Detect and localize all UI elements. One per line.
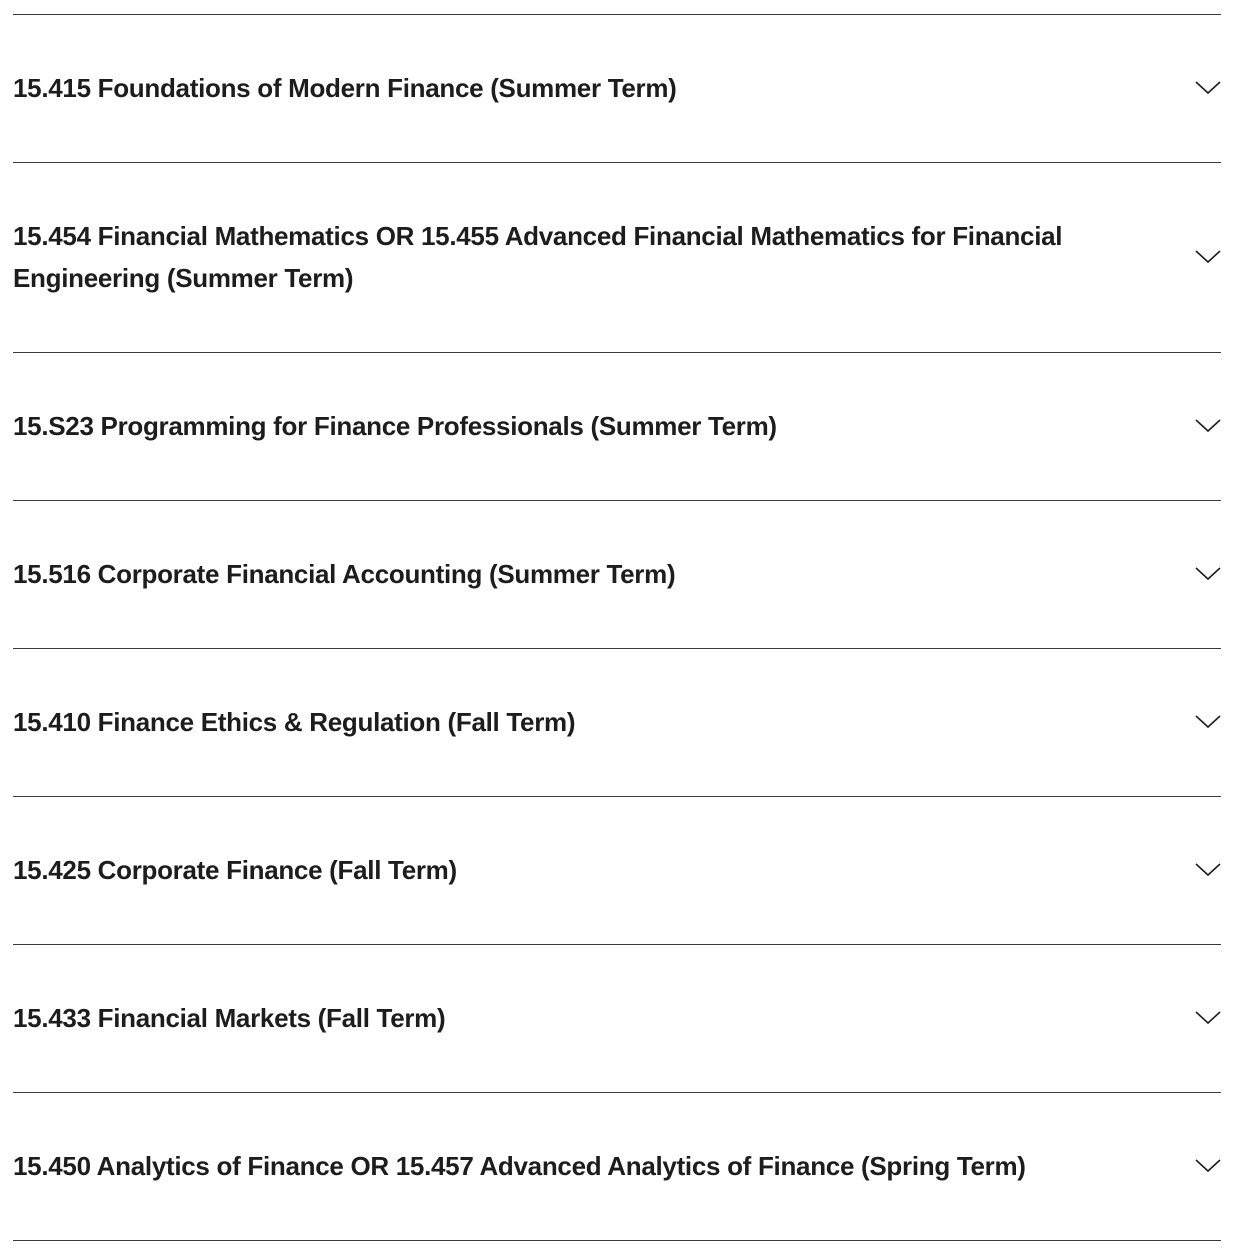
accordion-item-15-425[interactable] [13,797,1221,945]
accordion-item-title: 15.454 Financial Mathematics OR 15.455 Advanced Financial Mathematics for Financial Engineering (Summer Term) [13,220,1063,293]
accordion-item-title: 15.433 Financial Markets (Fall Term) [13,1002,446,1033]
accordion-item-15-s23[interactable] [13,353,1221,501]
accordion-item-title: 15.410 Finance Ethics & Regulation (Fall Term) [13,706,576,737]
chevron-down-icon[interactable] [1195,1009,1221,1025]
chevron-down-icon[interactable] [1195,1157,1221,1173]
chevron-down-icon[interactable] [1195,79,1221,95]
accordion-item-15-516[interactable] [13,501,1221,649]
accordion-item-15-410[interactable] [13,649,1221,797]
chevron-down-icon[interactable] [1195,861,1221,877]
accordion-item-15-415[interactable] [13,15,1221,163]
chevron-down-icon[interactable] [1195,565,1221,581]
chevron-down-icon[interactable] [1195,417,1221,433]
course-accordion [13,14,1221,1241]
accordion-item-title: 15.415 Foundations of Modern Finance (Summer Term) [13,72,677,103]
accordion-item-title: 15.S23 Programming for Finance Professionals (Summer Term) [13,410,777,441]
chevron-down-icon[interactable] [1195,713,1221,729]
accordion-item-15-450[interactable] [13,1093,1221,1241]
accordion-item-title: 15.450 Analytics of Finance OR 15.457 Advanced Analytics of Finance (Spring Term) [13,1150,1026,1181]
chevron-down-icon[interactable] [1195,248,1221,264]
accordion-item-15-454[interactable] [13,163,1221,353]
accordion-item-title: 15.425 Corporate Finance (Fall Term) [13,854,457,885]
accordion-item-title: 15.516 Corporate Financial Accounting (Summer Term) [13,558,676,589]
accordion-item-15-433[interactable] [13,945,1221,1093]
